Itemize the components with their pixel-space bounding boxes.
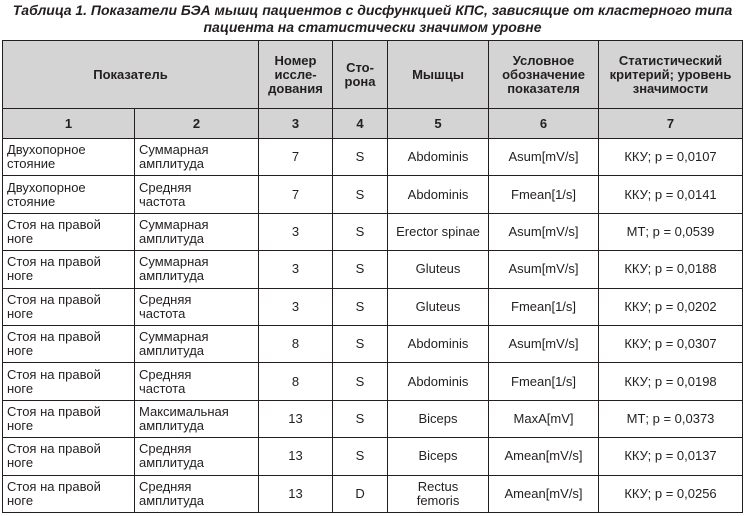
cell-indicator-type-text: амплитуда — [139, 492, 205, 508]
header-symbol-line: показателя — [507, 80, 580, 96]
cell-side — [333, 176, 388, 213]
cell-side-text: S — [355, 298, 365, 314]
table-caption — [0, 2, 745, 36]
cell-study-number-text: 3 — [291, 223, 300, 239]
column-number: 2 — [135, 109, 259, 139]
cell-study-number — [259, 213, 333, 250]
cell-criterion-text: ККУ; p = 0,0141 — [624, 186, 717, 202]
data-table — [2, 40, 743, 513]
cell-indicator-type-text: Суммарная — [139, 216, 209, 232]
cell-position-text: Стоя на правой — [7, 366, 101, 382]
cell-indicator-type-text: частота — [139, 380, 186, 396]
cell-side — [333, 213, 388, 250]
cell-side — [333, 251, 388, 288]
cell-side-text: S — [355, 223, 365, 239]
cell-position — [3, 438, 135, 475]
cell-study-number-text: 13 — [288, 485, 303, 501]
cell-symbol — [489, 475, 599, 512]
cell-muscle — [388, 325, 489, 362]
cell-criterion — [599, 251, 743, 288]
cell-muscle-text: Rectus — [417, 478, 459, 494]
cell-indicator-type — [135, 363, 259, 400]
table-row — [3, 213, 743, 250]
cell-muscle-text: Erector spinae — [396, 223, 480, 239]
cell-study-number-text: 3 — [291, 261, 300, 277]
cell-indicator-type — [135, 139, 259, 176]
cell-study-number-text: 8 — [291, 373, 300, 389]
header-side — [333, 41, 388, 109]
table-header — [3, 41, 743, 139]
cell-position-text: Стоя на правой — [7, 403, 101, 419]
cell-muscle-text: Abdominis — [407, 373, 469, 389]
cell-study-number-text: 7 — [291, 186, 300, 202]
cell-criterion — [599, 213, 743, 250]
column-number: 1 — [3, 109, 135, 139]
cell-side — [333, 139, 388, 176]
cell-symbol-text: Asum[mV/s] — [508, 261, 579, 277]
header-row — [3, 41, 743, 109]
cell-muscle — [388, 400, 489, 437]
cell-symbol — [489, 438, 599, 475]
cell-study-number-text: 13 — [288, 410, 303, 426]
table-row — [3, 325, 743, 362]
cell-position — [3, 288, 135, 325]
cell-study-number-text: 13 — [288, 448, 303, 464]
cell-study-number-text: 7 — [291, 149, 300, 165]
column-number: 7 — [599, 109, 743, 139]
cell-indicator-type-text: Суммарная — [139, 329, 209, 345]
cell-indicator-type — [135, 400, 259, 437]
cell-muscle — [388, 251, 489, 288]
cell-symbol-text: Fmean[1/s] — [511, 298, 577, 314]
cell-muscle — [388, 438, 489, 475]
cell-position-text: ноге — [7, 230, 34, 246]
cell-indicator-type-text: амплитуда — [139, 268, 205, 284]
cell-indicator-type-text: Средняя — [139, 291, 192, 307]
cell-muscle-text: femoris — [416, 492, 460, 508]
cell-symbol-text: Asum[mV/s] — [508, 223, 579, 239]
cell-criterion — [599, 139, 743, 176]
table-row — [3, 475, 743, 512]
cell-indicator-type-text: Средняя — [139, 441, 192, 457]
header-criterion-line: Статистический — [618, 52, 723, 68]
cell-symbol — [489, 363, 599, 400]
cell-indicator-type — [135, 325, 259, 362]
cell-study-number — [259, 475, 333, 512]
cell-side — [333, 475, 388, 512]
cell-study-number — [259, 176, 333, 213]
cell-indicator-type — [135, 176, 259, 213]
cell-muscle-text: Biceps — [418, 448, 458, 464]
cell-indicator-type-text: амплитуда — [139, 455, 205, 471]
cell-criterion — [599, 288, 743, 325]
cell-indicator-type-text: Суммарная — [139, 142, 209, 158]
cell-indicator-type-text: Средняя — [139, 179, 192, 195]
cell-indicator-type-text: частота — [139, 305, 186, 321]
cell-indicator-type-text: Средняя — [139, 478, 192, 494]
cell-symbol-text: MaxA[mV] — [513, 410, 574, 426]
cell-indicator-type — [135, 475, 259, 512]
cell-position-text: ноге — [7, 268, 34, 284]
cell-indicator-type — [135, 438, 259, 475]
cell-criterion-text: ККУ; p = 0,0107 — [624, 149, 717, 165]
cell-position-text: стояние — [7, 193, 56, 209]
cell-criterion — [599, 475, 743, 512]
cell-position — [3, 139, 135, 176]
cell-muscle-text: Gluteus — [415, 261, 461, 277]
header-study-number-line: иссле- — [274, 66, 317, 82]
table-row — [3, 251, 743, 288]
cell-position-text: ноге — [7, 305, 34, 321]
cell-position-text: Стоя на правой — [7, 441, 101, 457]
cell-study-number — [259, 438, 333, 475]
cell-muscle-text: Gluteus — [415, 298, 461, 314]
cell-indicator-type — [135, 288, 259, 325]
header-muscles: Мышцы — [388, 41, 489, 109]
cell-study-number — [259, 251, 333, 288]
header-symbol — [489, 41, 599, 109]
cell-study-number-text: 3 — [291, 298, 300, 314]
cell-muscle — [388, 288, 489, 325]
cell-side — [333, 400, 388, 437]
cell-position — [3, 251, 135, 288]
cell-symbol-text: Fmean[1/s] — [511, 373, 577, 389]
cell-indicator-type — [135, 213, 259, 250]
cell-criterion-text: ККУ; p = 0,0198 — [624, 373, 717, 389]
cell-symbol — [489, 251, 599, 288]
cell-indicator-type — [135, 251, 259, 288]
cell-muscle — [388, 363, 489, 400]
header-criterion-line: критерий; уровень — [609, 66, 732, 82]
cell-symbol — [489, 325, 599, 362]
column-number: 5 — [388, 109, 489, 139]
cell-position-text: стояние — [7, 156, 56, 172]
cell-indicator-type-text: амплитуда — [139, 230, 205, 246]
cell-indicator-type-text: Средняя — [139, 366, 192, 382]
header-side-line: рона — [344, 73, 376, 89]
header-symbol-line: Условное — [512, 52, 575, 68]
column-number: 6 — [489, 109, 599, 139]
cell-muscle-text: Biceps — [418, 410, 458, 426]
cell-symbol — [489, 176, 599, 213]
cell-criterion-text: МТ; p = 0,0373 — [626, 410, 715, 426]
cell-criterion-text: МТ; p = 0,0539 — [626, 223, 715, 239]
cell-position-text: Стоя на правой — [7, 216, 101, 232]
cell-symbol — [489, 213, 599, 250]
cell-criterion-text: ККУ; p = 0,0202 — [624, 298, 717, 314]
header-study-number-line: дования — [268, 80, 323, 96]
cell-muscle-text: Abdominis — [407, 186, 469, 202]
cell-position-text: ноге — [7, 343, 34, 359]
cell-side — [333, 363, 388, 400]
cell-position-text: Стоя на правой — [7, 254, 101, 270]
cell-position-text: Двухопорное — [7, 142, 86, 158]
cell-side-text: S — [355, 149, 365, 165]
cell-muscle — [388, 176, 489, 213]
cell-criterion-text: ККУ; p = 0,0307 — [624, 336, 717, 352]
cell-side-text: S — [355, 261, 365, 277]
cell-symbol — [489, 139, 599, 176]
cell-side — [333, 325, 388, 362]
table-row — [3, 139, 743, 176]
cell-side-text: S — [355, 336, 365, 352]
cell-position — [3, 176, 135, 213]
cell-side-text: S — [355, 410, 365, 426]
cell-indicator-type-text: Максимальная — [139, 403, 229, 419]
cell-criterion — [599, 176, 743, 213]
cell-side-text: S — [355, 448, 365, 464]
table-row — [3, 288, 743, 325]
cell-symbol-text: Asum[mV/s] — [508, 336, 579, 352]
cell-indicator-type-text: Суммарная — [139, 254, 209, 270]
caption-line-2: пациента на статистически значимом уровне — [203, 19, 542, 35]
cell-side-text: S — [355, 186, 365, 202]
header-indicator: Показатель — [3, 41, 259, 109]
cell-position — [3, 325, 135, 362]
cell-criterion — [599, 400, 743, 437]
table-row — [3, 176, 743, 213]
header-criterion-line: значимости — [632, 80, 709, 96]
cell-study-number — [259, 325, 333, 362]
cell-position-text: ноге — [7, 455, 34, 471]
cell-side-text: S — [355, 373, 365, 389]
cell-muscle — [388, 475, 489, 512]
cell-indicator-type-text: амплитуда — [139, 343, 205, 359]
cell-position-text: Стоя на правой — [7, 478, 101, 494]
cell-indicator-type-text: частота — [139, 193, 186, 209]
cell-indicator-type-text: амплитуда — [139, 156, 205, 172]
cell-study-number-text: 8 — [291, 336, 300, 352]
header-criterion — [599, 41, 743, 109]
header-symbol-line: обозначение — [502, 66, 585, 82]
cell-side — [333, 438, 388, 475]
table-body — [3, 139, 743, 513]
cell-symbol-text: Asum[mV/s] — [508, 149, 579, 165]
cell-criterion — [599, 363, 743, 400]
cell-study-number — [259, 400, 333, 437]
cell-indicator-type-text: амплитуда — [139, 417, 205, 433]
column-number-row — [3, 109, 743, 139]
cell-position-text: ноге — [7, 492, 34, 508]
cell-position — [3, 475, 135, 512]
cell-position-text: ноге — [7, 417, 34, 433]
table-row — [3, 400, 743, 437]
cell-symbol — [489, 288, 599, 325]
cell-position-text: ноге — [7, 380, 34, 396]
cell-criterion — [599, 325, 743, 362]
cell-study-number — [259, 363, 333, 400]
cell-side — [333, 288, 388, 325]
cell-position-text: Стоя на правой — [7, 329, 101, 345]
column-number: 3 — [259, 109, 333, 139]
cell-symbol-text: Amean[mV/s] — [504, 448, 583, 464]
header-study-number-line: Номер — [274, 52, 317, 68]
column-number: 4 — [333, 109, 388, 139]
header-study-number — [259, 41, 333, 109]
cell-position — [3, 213, 135, 250]
caption-line-1: Таблица 1. Показатели БЭА мышц пациентов с дисфункцией КПС, зависящие от кластерного типа — [12, 2, 733, 18]
table-row — [3, 438, 743, 475]
cell-muscle-text: Abdominis — [407, 149, 469, 165]
cell-position — [3, 400, 135, 437]
cell-position-text: Двухопорное — [7, 179, 86, 195]
cell-muscle — [388, 139, 489, 176]
cell-symbol-text: Fmean[1/s] — [511, 186, 577, 202]
cell-symbol-text: Amean[mV/s] — [504, 485, 583, 501]
cell-study-number — [259, 288, 333, 325]
cell-criterion-text: ККУ; p = 0,0137 — [624, 448, 717, 464]
cell-criterion-text: ККУ; p = 0,0188 — [624, 261, 717, 277]
cell-criterion — [599, 438, 743, 475]
cell-muscle-text: Abdominis — [407, 336, 469, 352]
cell-symbol — [489, 400, 599, 437]
cell-criterion-text: ККУ; p = 0,0256 — [624, 485, 717, 501]
cell-side-text: D — [355, 485, 365, 501]
cell-study-number — [259, 139, 333, 176]
cell-muscle — [388, 213, 489, 250]
cell-position — [3, 363, 135, 400]
table-row — [3, 363, 743, 400]
header-side-line: Сто- — [346, 59, 374, 75]
cell-position-text: Стоя на правой — [7, 291, 101, 307]
